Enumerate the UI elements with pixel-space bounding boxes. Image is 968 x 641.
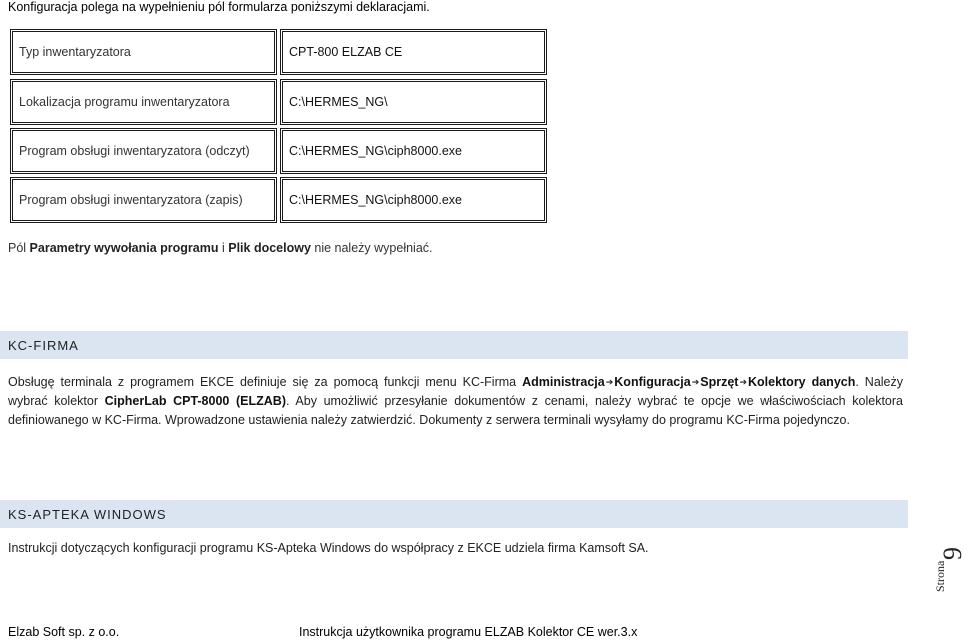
kc-firma-paragraph bbox=[8, 373, 903, 430]
menu-path-administracja: Administracja bbox=[522, 375, 605, 389]
config-label: Typ inwentaryzatora bbox=[10, 29, 277, 75]
note-pre: Pól bbox=[8, 241, 30, 255]
config-value: CPT-800 ELZAB CE bbox=[280, 29, 547, 75]
config-row-type bbox=[10, 29, 547, 75]
kc-text-1: Obsługę terminala z programem EKCE definiuje się za pomocą funkcji menu KC-Firma bbox=[8, 375, 523, 389]
config-value: C:\HERMES_NG\ciph8000.exe bbox=[280, 128, 547, 174]
footer-doc-title: Instrukcja użytkownika programu ELZAB Kolektor CE wer.3.x bbox=[299, 625, 638, 639]
config-row-read-program bbox=[10, 128, 547, 174]
config-value: C:\HERMES_NG\ bbox=[280, 79, 547, 125]
config-label: Program obsługi inwentaryzatora (odczyt) bbox=[10, 128, 277, 174]
device-name: CipherLab CPT-8000 (ELZAB) bbox=[104, 394, 286, 408]
ks-apteka-heading: KS-APTEKA WINDOWS bbox=[0, 500, 908, 528]
config-label: Lokalizacja programu inwentaryzatora bbox=[10, 79, 277, 125]
note-bold-params: Parametry wywołania programu bbox=[29, 241, 219, 255]
config-row-write-program bbox=[10, 177, 547, 223]
config-value: C:\HERMES_NG\ciph8000.exe bbox=[280, 177, 547, 223]
kc-firma-heading: KC-FIRMA bbox=[0, 331, 908, 359]
arrow-icon: ➔ bbox=[691, 377, 700, 387]
kc-text-2: . Należy wybrać kolektor bbox=[8, 375, 903, 408]
arrow-icon: ➔ bbox=[605, 377, 614, 387]
intro-text: Konfiguracja polega na wypełnieniu pól formularza poniższymi deklaracjami. bbox=[8, 0, 430, 14]
page-word: Strona bbox=[933, 560, 947, 592]
page-number-side bbox=[930, 536, 967, 592]
menu-path-sprzet: Sprzęt bbox=[700, 375, 739, 389]
menu-path-konfiguracja: Konfiguracja bbox=[614, 375, 691, 389]
footer-company: Elzab Soft sp. z o.o. bbox=[8, 625, 120, 639]
note-mid: i bbox=[218, 241, 229, 255]
config-label: Program obsługi inwentaryzatora (zapis) bbox=[10, 177, 277, 223]
menu-path-kolektory: Kolektory danych bbox=[747, 375, 856, 389]
kc-text-3: . Aby umożliwić przesyłanie dokumentów z cenami, należy wybrać te opcje we właściwościach kolektora definiowanego w KC-Firma. Wprowadzone ustawienia należy zatwierdzić. Dokumenty z serwera terminali wysyłamy do programu KC-Firma pojedynczo. bbox=[8, 394, 903, 427]
arrow-icon: ➔ bbox=[739, 377, 747, 387]
note-bold-target: Plik docelowy bbox=[228, 241, 311, 255]
page-number: 9 bbox=[938, 547, 967, 560]
fields-note bbox=[8, 241, 433, 255]
config-row-location bbox=[10, 79, 547, 125]
ks-apteka-paragraph: Instrukcji dotyczących konfiguracji programu KS-Apteka Windows do współpracy z EKCE udziela firma Kamsoft SA. bbox=[8, 541, 649, 555]
note-post: nie należy wypełniać. bbox=[310, 241, 433, 255]
